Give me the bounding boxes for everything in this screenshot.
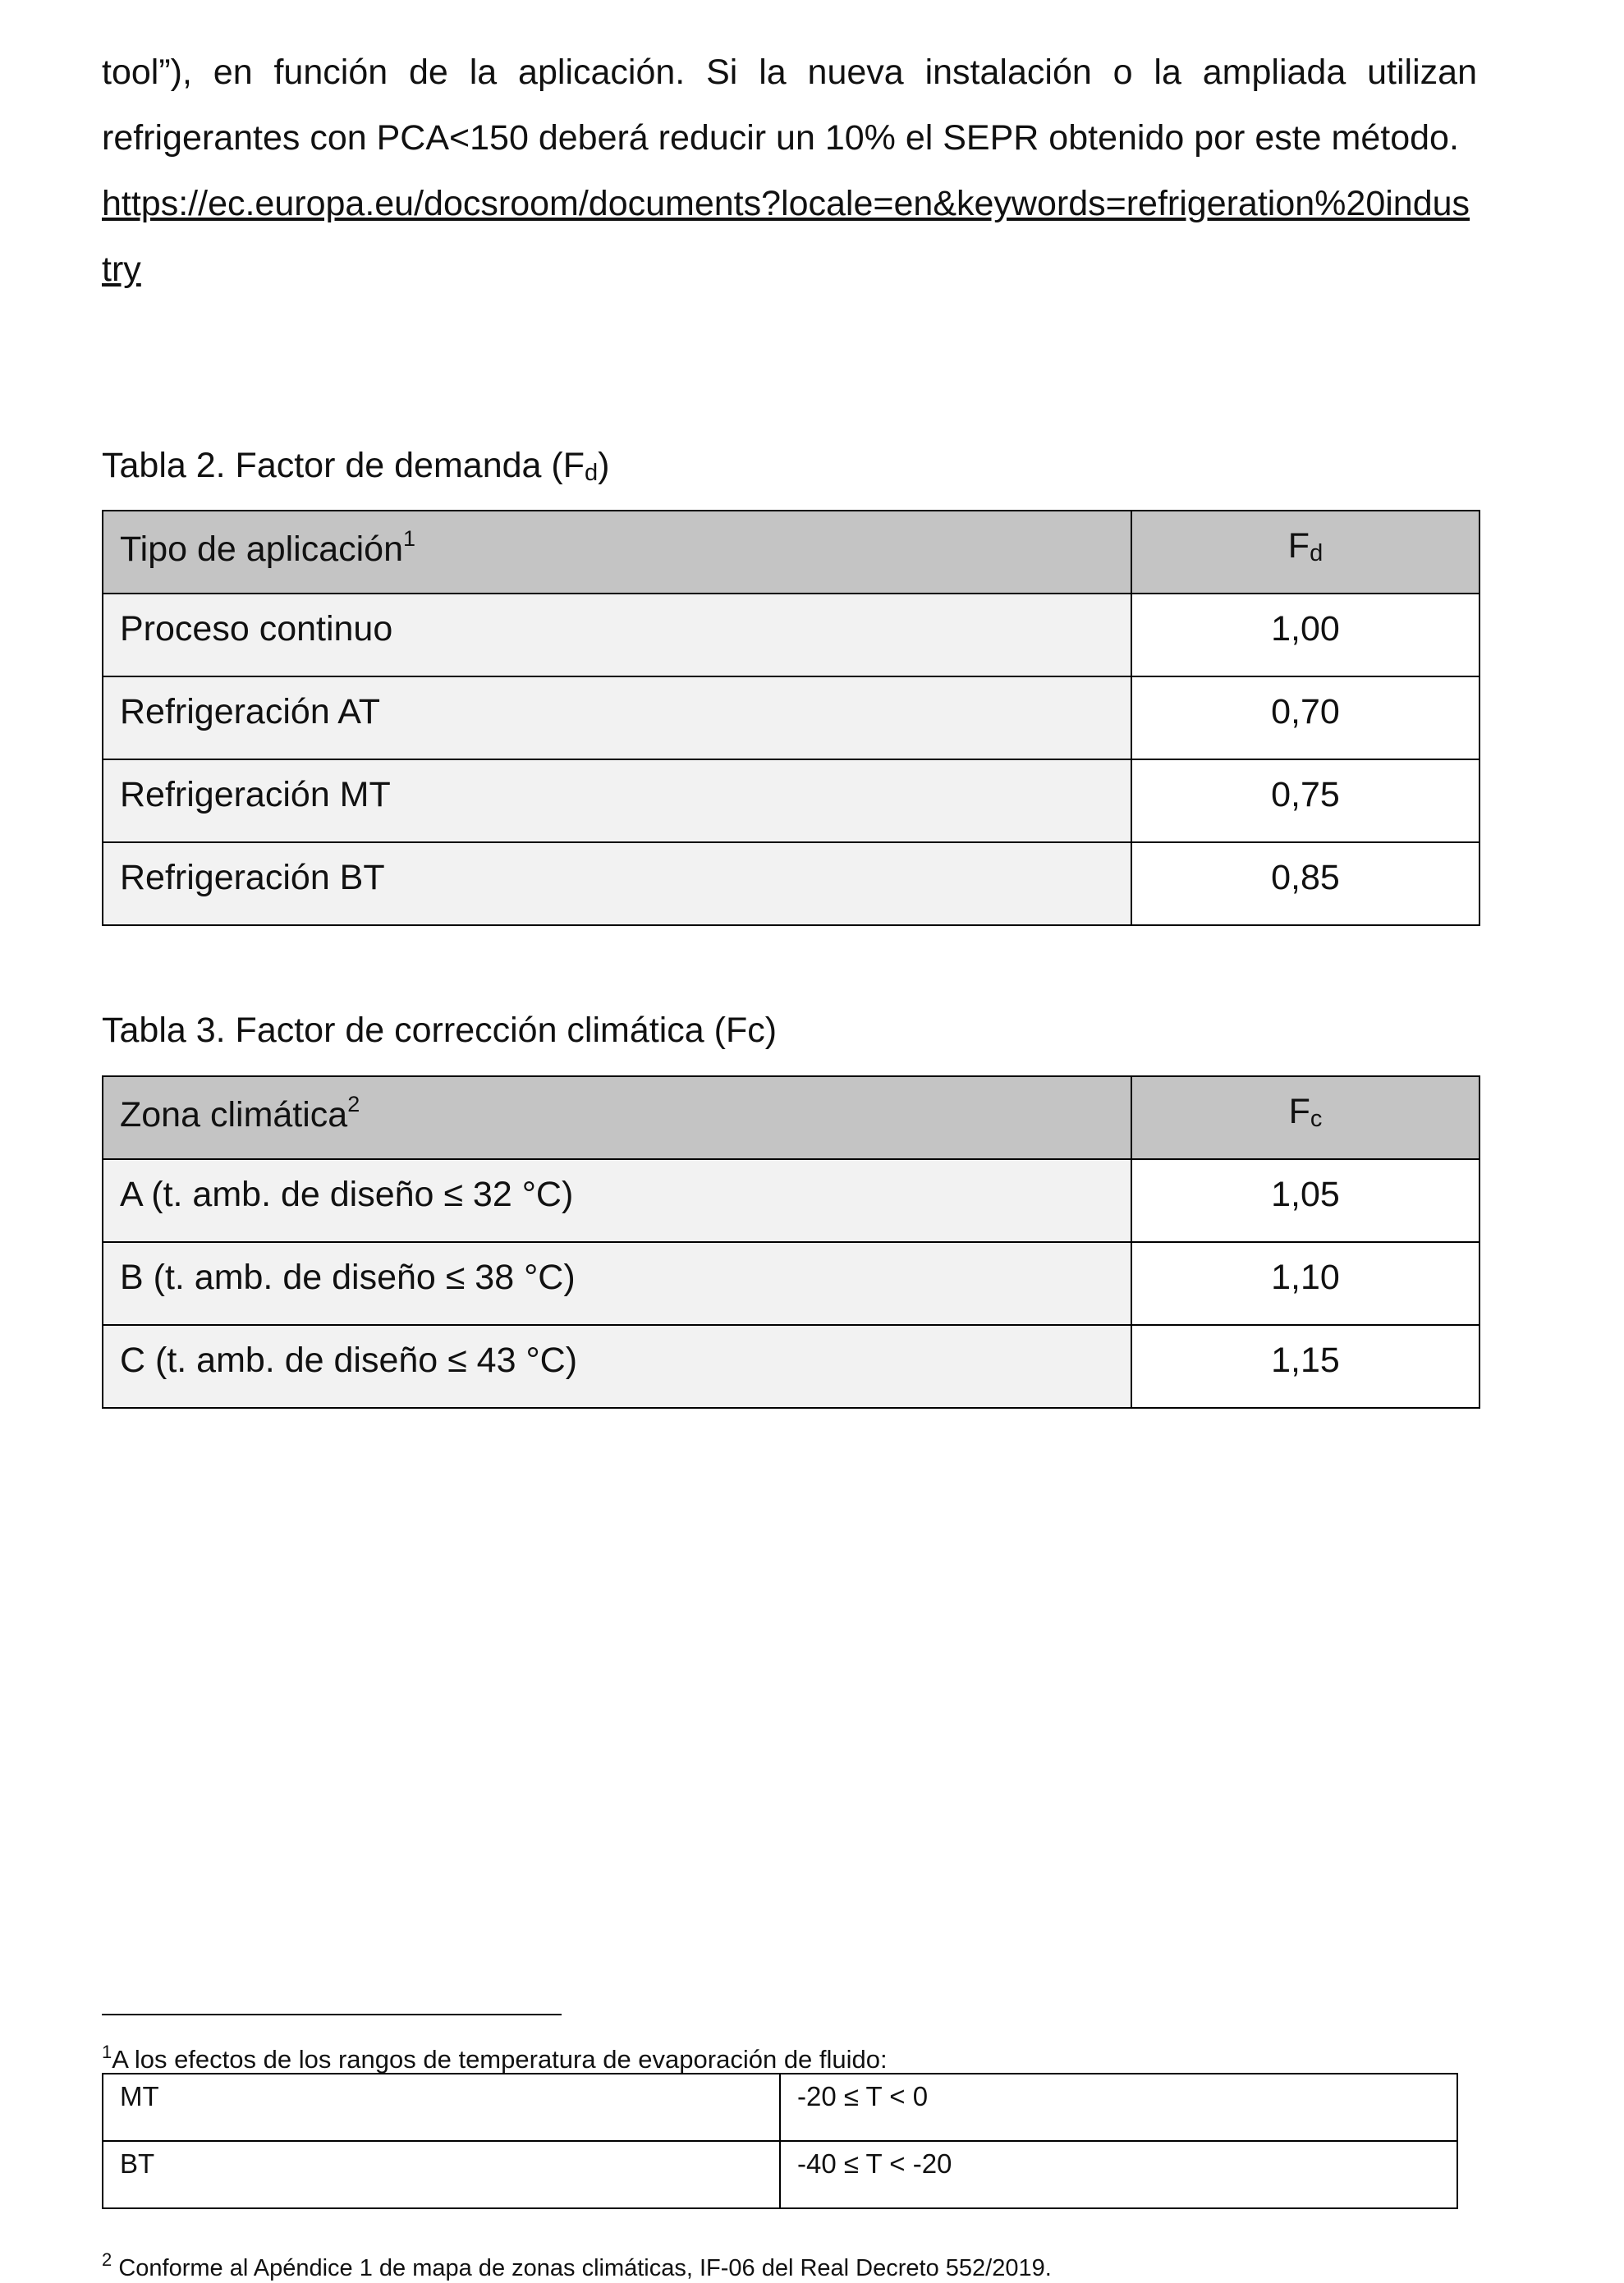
table2-header-fd: Fd bbox=[1131, 511, 1479, 594]
table3-climate-factor bbox=[102, 1075, 1480, 1409]
footnote-1-table bbox=[102, 2073, 1458, 2209]
table3-header-zone: Zona climática$^2$ bbox=[103, 1076, 1131, 1159]
footnote-2-marker: 2 bbox=[102, 2249, 112, 2270]
table2-caption bbox=[102, 441, 609, 497]
table2-row-value: 0,75 bbox=[1131, 759, 1479, 842]
table3-row-label: B (t. amb. de diseño ≤ 38 °C) bbox=[103, 1242, 1131, 1325]
table2-row-label: Refrigeración AT bbox=[103, 676, 1131, 759]
table-row bbox=[103, 1242, 1479, 1325]
table2-row-value: 1,00 bbox=[1131, 594, 1479, 676]
table-row bbox=[103, 2141, 1457, 2208]
table-row bbox=[103, 842, 1479, 925]
table2-demand-factor bbox=[102, 510, 1480, 926]
footnote-row-range: -40 ≤ T < -20 bbox=[780, 2141, 1457, 2208]
table2-caption-subscript: d bbox=[584, 460, 599, 486]
footnote-1-text: A los efectos de los rangos de temperatura de evaporación de fluido: bbox=[112, 2045, 888, 2074]
intro-paragraph bbox=[102, 39, 1477, 302]
table2-row-value: 0,85 bbox=[1131, 842, 1479, 925]
footnote-ref-2: 2 bbox=[347, 1092, 360, 1116]
table3-row-label: A (t. amb. de diseño ≤ 32 °C) bbox=[103, 1159, 1131, 1242]
table-row bbox=[103, 1325, 1479, 1408]
table-row bbox=[103, 594, 1479, 676]
table2-caption-close: ) bbox=[598, 446, 610, 485]
footnote-1 bbox=[102, 2036, 888, 2076]
table3-row-label: C (t. amb. de diseño ≤ 43 °C) bbox=[103, 1325, 1131, 1408]
table-row bbox=[103, 676, 1479, 759]
footnote-row-range: -20 ≤ T < 0 bbox=[780, 2074, 1457, 2141]
footnote-ref-1: 1 bbox=[403, 526, 416, 551]
table2-row-label: Refrigeración MT bbox=[103, 759, 1131, 842]
footnote-row-label: MT bbox=[103, 2074, 780, 2141]
table3-header-fc: Fc bbox=[1131, 1076, 1479, 1159]
footnote-2 bbox=[102, 2245, 1052, 2283]
intro-text: tool”), en función de la aplicación. Si la nueva instalación o la ampliada utilizan refrigerantes con PCA<150 deberá reducir un 10% el SEPR obtenido por este método. bbox=[102, 53, 1477, 158]
table2-header-application: Tipo de aplicación$^1$ bbox=[103, 511, 1131, 594]
table3-row-value: 1,10 bbox=[1131, 1242, 1479, 1325]
table3-caption: Tabla 3. Factor de corrección climática (Fc) bbox=[102, 1011, 778, 1050]
footnote-2-text: Conforme al Apéndice 1 de mapa de zonas climáticas, IF-06 del Real Decreto 552/2019. bbox=[118, 2255, 1052, 2281]
table-row bbox=[103, 759, 1479, 842]
table3-row-value: 1,15 bbox=[1131, 1325, 1479, 1408]
footnote-1-marker: 1 bbox=[102, 2042, 112, 2062]
table2-row-label: Proceso continuo bbox=[103, 594, 1131, 676]
table-row bbox=[103, 2074, 1457, 2141]
table-row bbox=[103, 1159, 1479, 1242]
table2-header-row bbox=[103, 511, 1479, 594]
table3-row-value: 1,05 bbox=[1131, 1159, 1479, 1242]
table3-header-row bbox=[103, 1076, 1479, 1159]
footnote-row-label: BT bbox=[103, 2141, 780, 2208]
table2-caption-text: Tabla 2. Factor de demanda (F bbox=[102, 446, 585, 485]
table2-row-label: Refrigeración BT bbox=[103, 842, 1131, 925]
reference-link[interactable]: https://ec.europa.eu/docsroom/documents?locale=en&keywords=refrigeration%20industry bbox=[102, 184, 1470, 289]
table2-row-value: 0,70 bbox=[1131, 676, 1479, 759]
footnote-separator bbox=[102, 2014, 562, 2015]
